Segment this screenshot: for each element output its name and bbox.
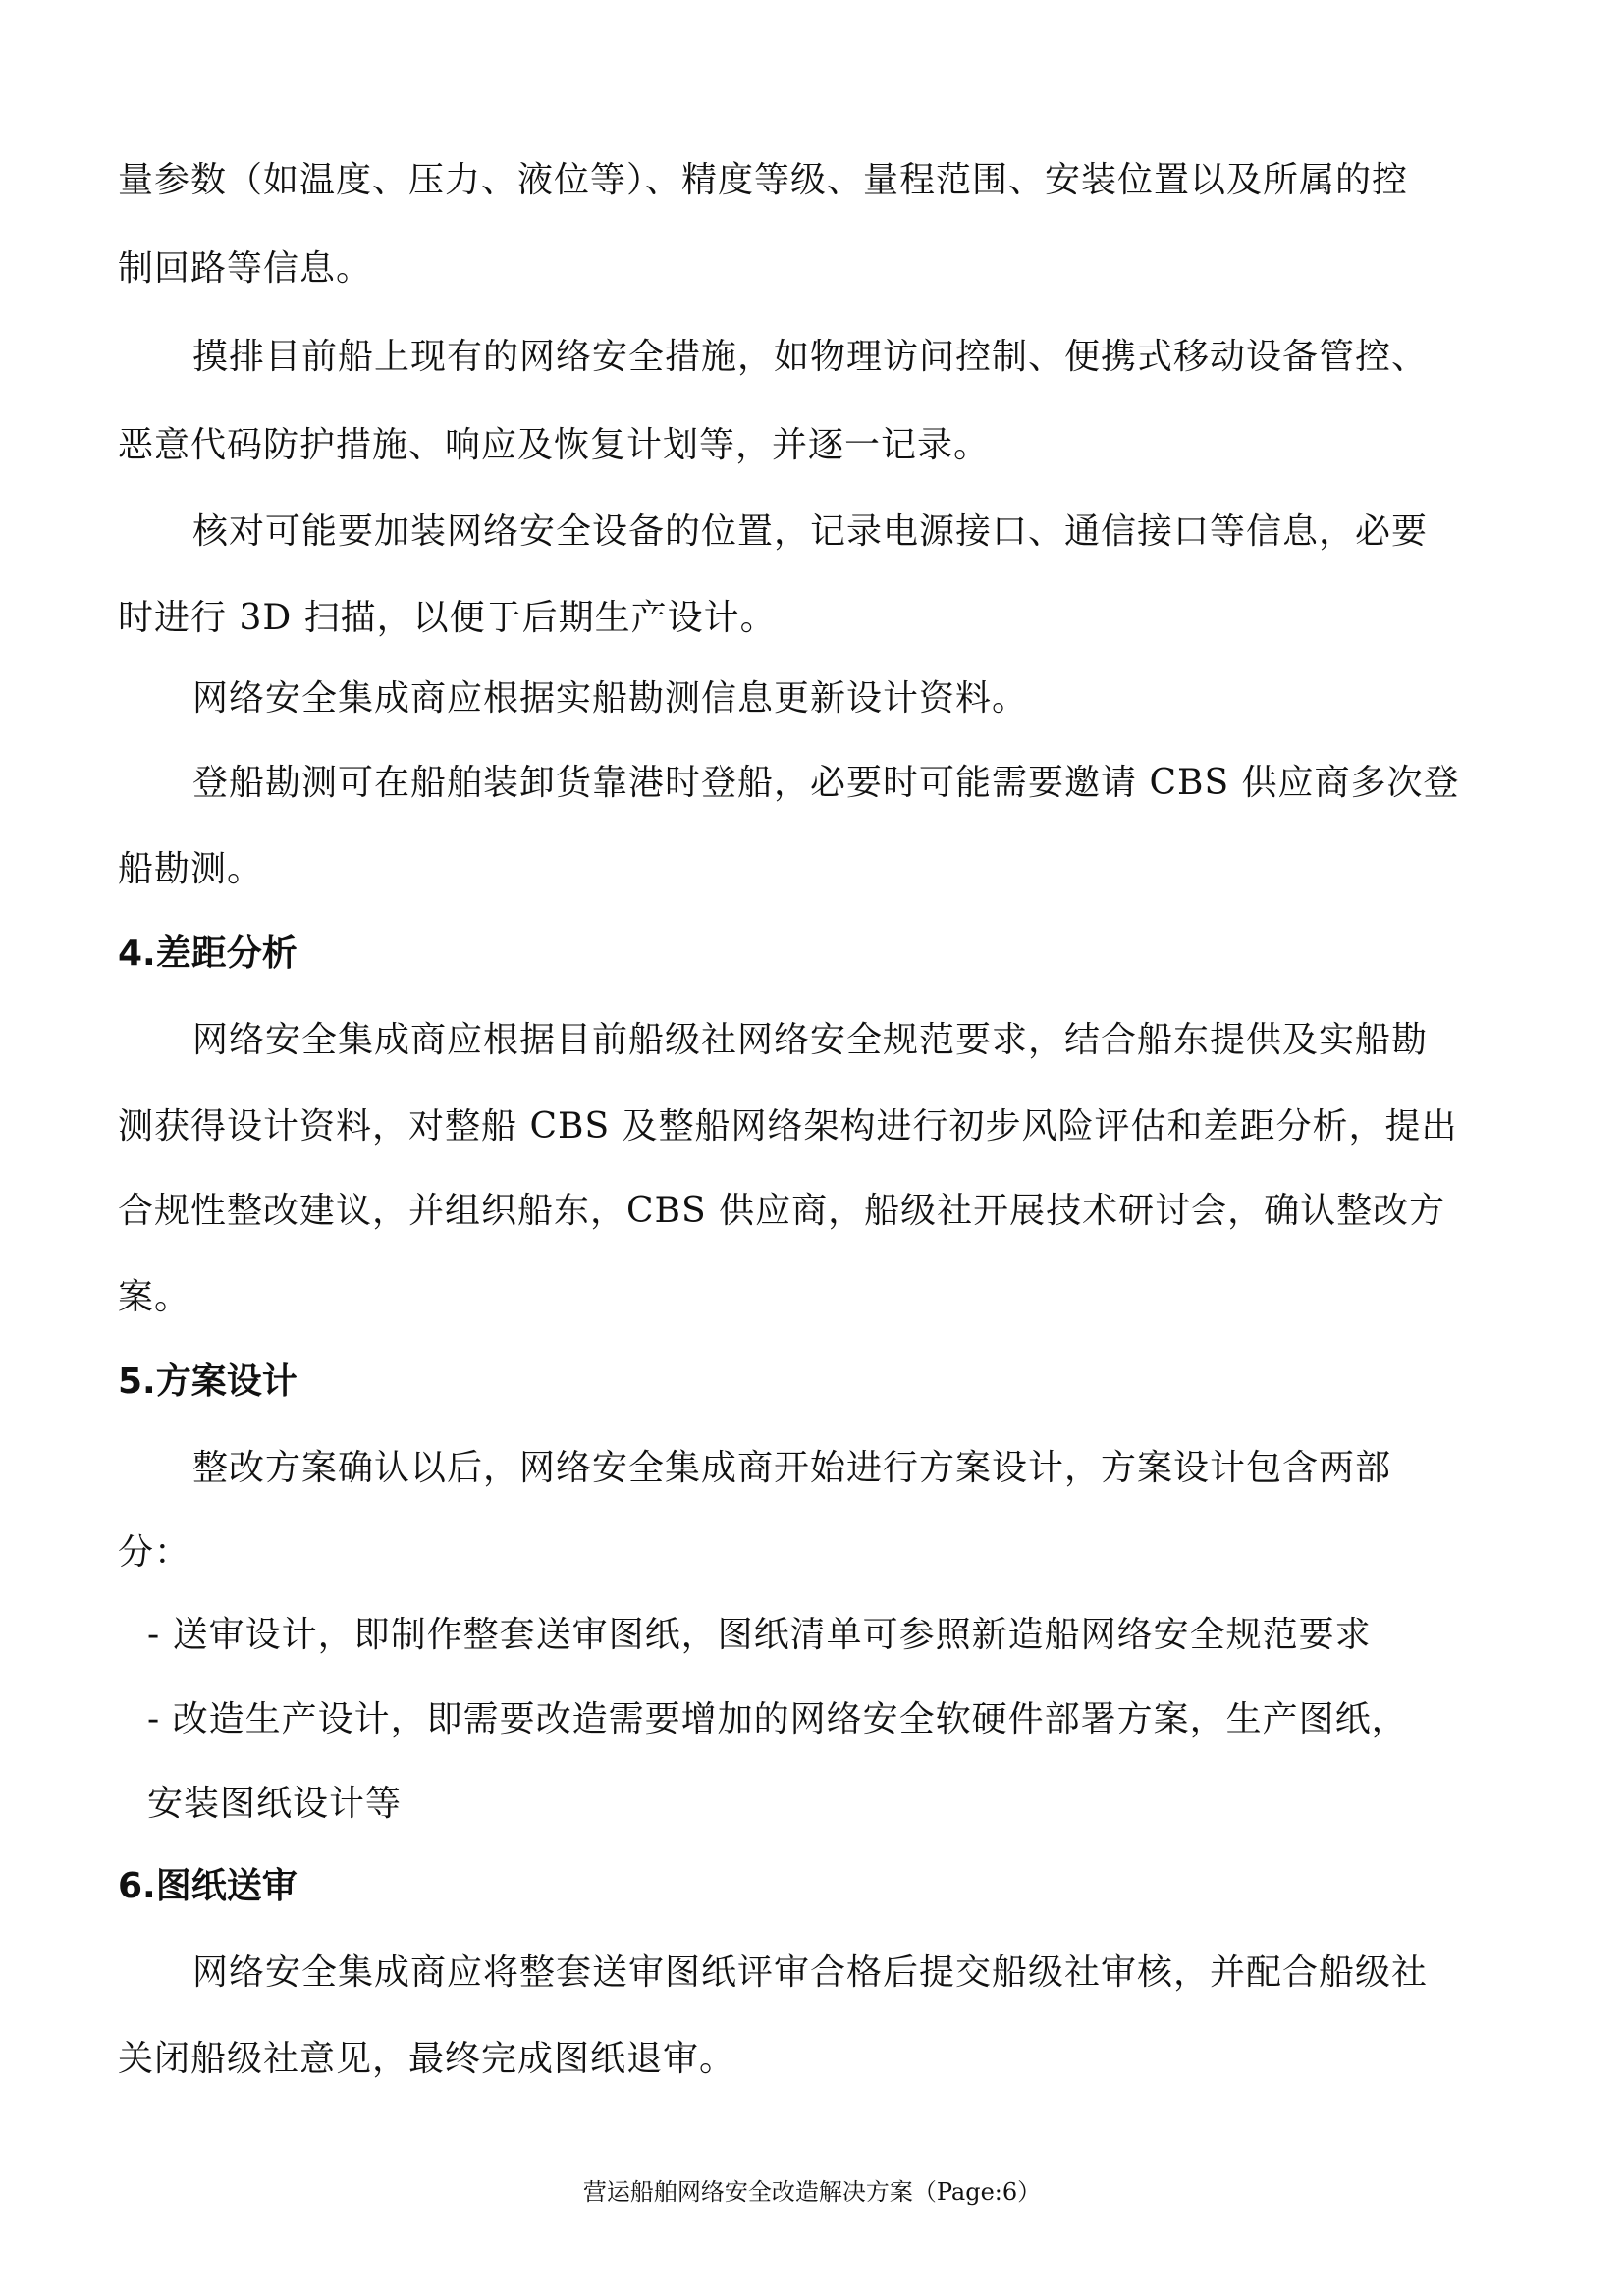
paragraph-line: 摸排目前船上现有的网络安全措施，如物理访问控制、便携式移动设备管控、 <box>192 337 1429 377</box>
section-heading-4: 4.差距分析 <box>118 934 298 974</box>
paragraph-line: 量参数（如温度、压力、液位等）、精度等级、量程范围、安装位置以及所属的控 <box>118 160 1409 200</box>
section-heading-5: 5.方案设计 <box>118 1362 298 1402</box>
paragraph-line: 核对可能要加装网络安全设备的位置，记录电源接口、通信接口等信息，必要 <box>192 511 1429 552</box>
paragraph-line: 登船勘测可在船舶装卸货靠港时登船，必要时可能需要邀请 CBS 供应商多次登 <box>192 763 1460 803</box>
paragraph-line: 合规性整改建议，并组织船东，CBS 供应商，船级社开展技术研讨会，确认整改方 <box>118 1191 1446 1231</box>
list-item-continuation: 安装图纸设计等 <box>147 1784 403 1824</box>
list-item: - 改造生产设计，即需要改造需要增加的网络安全软硬件部署方案，生产图纸， <box>147 1699 1408 1739</box>
paragraph-line: 网络安全集成商应根据目前船级社网络安全规范要求，结合船东提供及实船勘 <box>192 1020 1429 1060</box>
paragraph-line: 船勘测。 <box>118 849 264 889</box>
paragraph-line: 网络安全集成商应根据实船勘测信息更新设计资料。 <box>192 678 1029 719</box>
paragraph-line: 制回路等信息。 <box>118 248 373 289</box>
paragraph-line: 网络安全集成商应将整套送审图纸评审合格后提交船级社审核，并配合船级社 <box>192 1952 1429 1993</box>
paragraph-line: 测获得设计资料，对整船 CBS 及整船网络架构进行初步风险评估和差距分析，提出 <box>118 1106 1458 1147</box>
paragraph-line: 分： <box>118 1532 191 1573</box>
paragraph-line: 时进行 3D 扫描，以便于后期生产设计。 <box>118 598 777 638</box>
paragraph-line: 关闭船级社意见，最终完成图纸退审。 <box>118 2039 736 2079</box>
section-heading-6: 6.图纸送审 <box>118 1866 298 1906</box>
list-item: - 送审设计，即制作整套送审图纸，图纸清单可参照新造船网络安全规范要求 <box>147 1615 1372 1655</box>
page-footer: 营运船舶网络安全改造解决方案（Page:6） <box>582 2178 1042 2206</box>
paragraph-line: 恶意代码防护措施、响应及恢复计划等，并逐一记录。 <box>118 425 991 465</box>
paragraph-line: 案。 <box>118 1277 191 1317</box>
paragraph-line: 整改方案确认以后，网络安全集成商开始进行方案设计，方案设计包含两部 <box>192 1448 1392 1488</box>
